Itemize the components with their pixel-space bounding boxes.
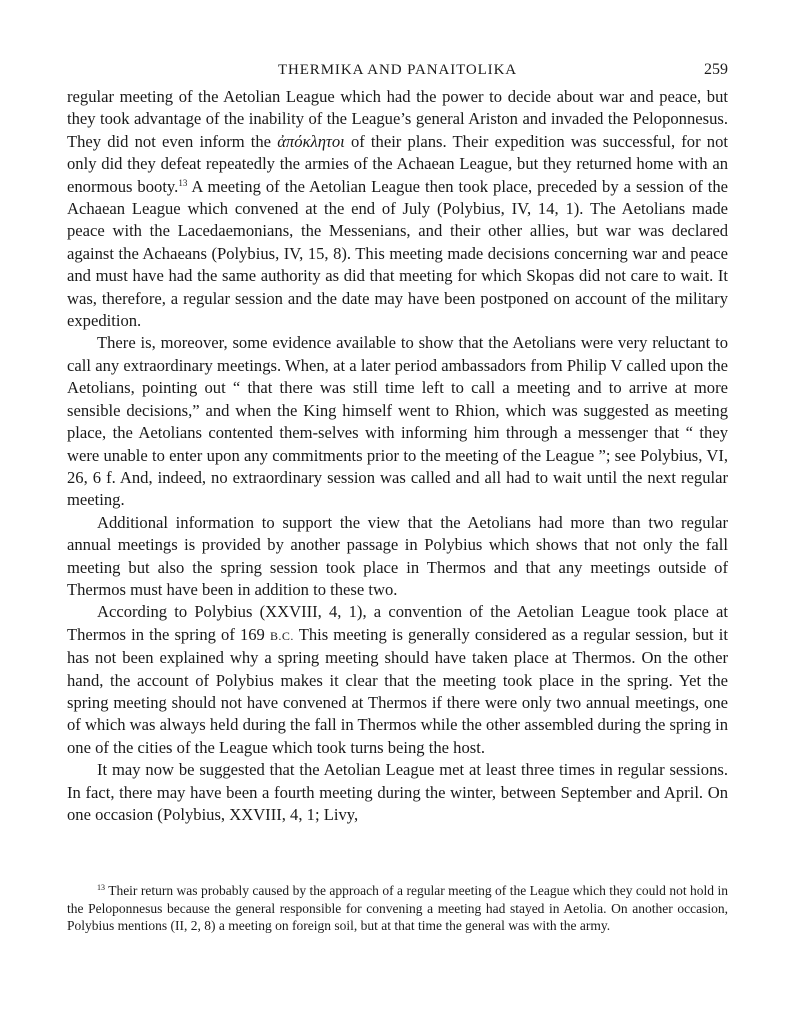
footnote-13 <box>67 882 728 935</box>
running-title: THERMIKA AND PANAITOLIKA <box>277 62 518 78</box>
footnotes <box>67 882 728 935</box>
paragraph-4-text-b: This meeting is generally considered as a regular session, but it has not been explained why a spring meeting should have taken place at Thermos. On the other hand, the account of Polybius makes it clear that the meeting took place in the spring. Yet the spring meeting should not have convened at Thermos if there were only two annual meetings, one of which was always held during the fall in Thermos while the other assembled during the spring in one of the cities of the League which took turns being the host. <box>67 624 728 757</box>
paragraph-2: There is, moreover, some evidence available to show that the Aetolians were very reluctant to call any extraordinary meetings. When, at a later period ambassadors from Philip V called upon the Aetolians, pointing out “ that there was still time left to call a meeting and to arrive at more sensible decisions,” and when the King himself went to Rhion, which was suggested as meeting place, the Aetolians contented them-selves with informing him through a messenger that “ they were unable to enter upon any commitments prior to the meeting of the League ”; see Polybius, VI, 26, 6 f. And, indeed, no extraordinary session was called and all had to wait until the next regular meeting. <box>67 333 728 510</box>
greek-term: ἀπόκλητοι <box>277 131 345 151</box>
footnote-number: 13 <box>97 883 105 892</box>
paragraph-1 <box>67 86 728 332</box>
paragraph-1-text-b: of their plans. Their expedition was successful, for not only did they defeat repeatedly the armies of the Achaean League, but they returned home with an enormous booty. <box>67 131 728 196</box>
paragraph-4 <box>67 601 728 759</box>
paragraph-3: Additional information to support the view that the Aetolians had more than two regular annual meetings is provided by another passage in Polybius which shows that not only the fall meeting but also the spring session took place in Thermos and that any meetings outside of Thermos must have been in addition to these two. <box>67 512 728 599</box>
body-text <box>67 86 728 826</box>
book-page <box>67 58 728 1008</box>
paragraph-1-text-a: regular meeting of the Aetolian League which had the power to decide about war and peace, but they took advantage of the inability of the League’s general Ariston and invaded the Peloponnesus. They did not even inform the <box>67 87 728 151</box>
footnote-text: Their return was probably caused by the approach of a regular meeting of the League which they could not hold in the Peloponnesus because the general responsible for convening a meeting had stayed in Aetolia. On another occasion, Polybius mentions (II, 2, 8) a meeting on foreign soil, but at that time the general was with the army. <box>67 883 728 933</box>
paragraph-4-text-a: According to Polybius (XXVIII, 4, 1), a convention of the Aetolian League took place at Thermos in the spring of 169 <box>67 602 728 644</box>
paragraph-1-text-c: A meeting of the Aetolian League then took place, preceded by a session of the Achaean League which convened at the end of July (Polybius, IV, 14, 1). The Aetolians made peace with the Lacedaemonians, the Messenians, and their other allies, but war was declared against the Achaeans (Polybius, IV, 15, 8). This meeting made decisions concerning war and peace and must have had the same authority as did that meeting for which Skopas did not care to wait. It was, therefore, a regular session and the date may have been postponed on account of the military expedition. <box>67 176 728 331</box>
running-head <box>67 58 728 86</box>
footnote-reference-13[interactable]: 13 <box>178 177 188 188</box>
paragraph-5: It may now be suggested that the Aetolian League met at least three times in regular sessions. In fact, there may have been a fourth meeting during the winter, between September and April. On one occasion (Polybius, XXVIII, 4, 1; Livy, <box>67 760 728 824</box>
era-abbreviation: B.C. <box>269 628 294 643</box>
page-number: 259 <box>704 61 728 78</box>
